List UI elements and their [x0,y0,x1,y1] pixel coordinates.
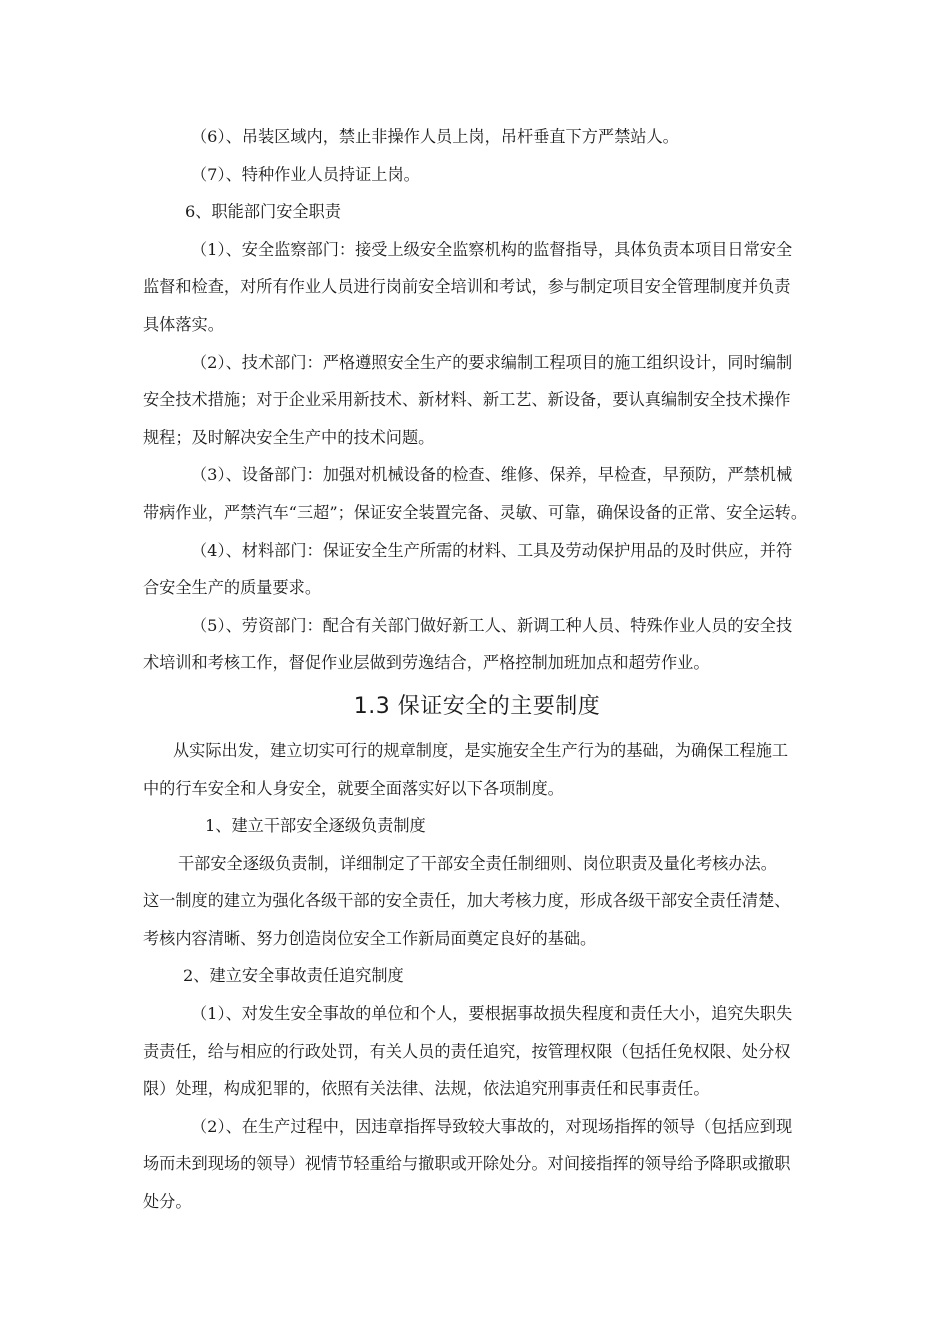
text-line: 限）处理，构成犯罪的，依照有关法律、法规，依法追究刑事责任和民事责任。 [143,1079,710,1099]
document-body [143,118,811,1221]
text-line: 处分。 [143,1192,192,1212]
text-line: （1）、对发生安全事故的单位和个人，要根据事故损失程度和责任大小，追究失职失 [191,1004,793,1024]
text-line: 安全技术措施；对于企业采用新技术、新材料、新工艺、新设备，要认真编制安全技术操作 [143,390,791,410]
paragraph-cadre-responsibility [143,845,811,958]
text-line: （2）、在生产过程中，因违章指挥导致较大事故的，对现场指挥的领导（包括应到现 [191,1116,793,1136]
text-line: 干部安全逐级负责制，详细制定了干部安全责任制细则、岗位职责及量化考核办法。 [178,853,777,873]
paragraph-equipment-dept [143,456,811,531]
text-line: （1）、安全监察部门：接受上级安全监察机构的监督指导，具体负责本项目日常安全 [191,239,793,259]
text-line: 合安全生产的质量要求。 [143,578,322,598]
text-line: 规程；及时解决安全生产中的技术问题。 [143,427,435,447]
text-line: （7）、特种作业人员持证上岗。 [191,164,420,184]
text-line: 6、职能部门安全职责 [185,202,341,222]
text-line: （2）、技术部门：严格遵照安全生产的要求编制工程项目的施工组织设计，同时编制 [191,352,793,372]
paragraph-materials-dept [143,532,811,607]
text-line: 这一制度的建立为强化各级干部的安全责任，加大考核力度，形成各级干部安全责任清楚、 [143,891,791,911]
subsection-title-accountability [143,957,811,995]
text-line: 场而未到现场的领导）视情节轻重给与撤职或开除处分。对间接指挥的领导给予降职或撤职 [143,1154,791,1174]
subsection-title-departments [143,193,811,231]
paragraph-technical-dept [143,344,811,457]
text-line: 术培训和考核工作，督促作业层做到劳逸结合，严格控制加班加点和超劳作业。 [143,653,710,673]
text-line: 中的行车安全和人身安全，就要全面落实好以下各项制度。 [143,778,564,798]
paragraph-accountability-2 [143,1108,811,1221]
text-line: （6）、吊装区域内，禁止非操作人员上岗，吊杆垂直下方严禁站人。 [191,127,679,146]
text-line: 带病作业，严禁汽车“三超”；保证安全装置完备、灵敏、可靠，确保设备的正常、安全运转。 [143,502,808,522]
text-line: 责责任，给与相应的行政处罚，有关人员的责任追究，按管理权限（包括任免权限、处分权 [143,1041,791,1061]
paragraph-labor-dept [143,607,811,682]
paragraph-accountability-1 [143,995,811,1108]
paragraph-safety-supervision [143,231,811,344]
paragraph-item-7 [143,156,811,194]
text-line: 考核内容清晰、努力创造岗位安全工作新局面奠定良好的基础。 [143,928,597,948]
text-line: （4）、材料部门：保证安全生产所需的材料、工具及劳动保护用品的及时供应，并符 [191,540,793,560]
text-line: 从实际出发，建立切实可行的规章制度，是实施安全生产行为的基础，为确保工程施工 [173,740,789,760]
text-line: 监督和检查，对所有作业人员进行岗前安全培训和考试，参与制定项目安全管理制度并负责 [143,277,791,297]
text-line: （5）、劳资部门：配合有关部门做好新工人、新调工种人员、特殊作业人员的安全技 [191,615,793,635]
subsection-title-cadre [143,807,811,845]
paragraph-item-6 [143,118,811,156]
text-line: 2、建立安全事故责任追究制度 [183,966,404,986]
paragraph-intro [143,732,811,807]
text-line: 具体落实。 [143,314,224,334]
text-line: 1、建立干部安全逐级负责制度 [205,816,426,836]
text-line: （3）、设备部门：加强对机械设备的检查、维修、保养，早检查，早预防，严禁机械 [191,465,793,485]
section-heading: 1.3 保证安全的主要制度 [353,693,601,719]
